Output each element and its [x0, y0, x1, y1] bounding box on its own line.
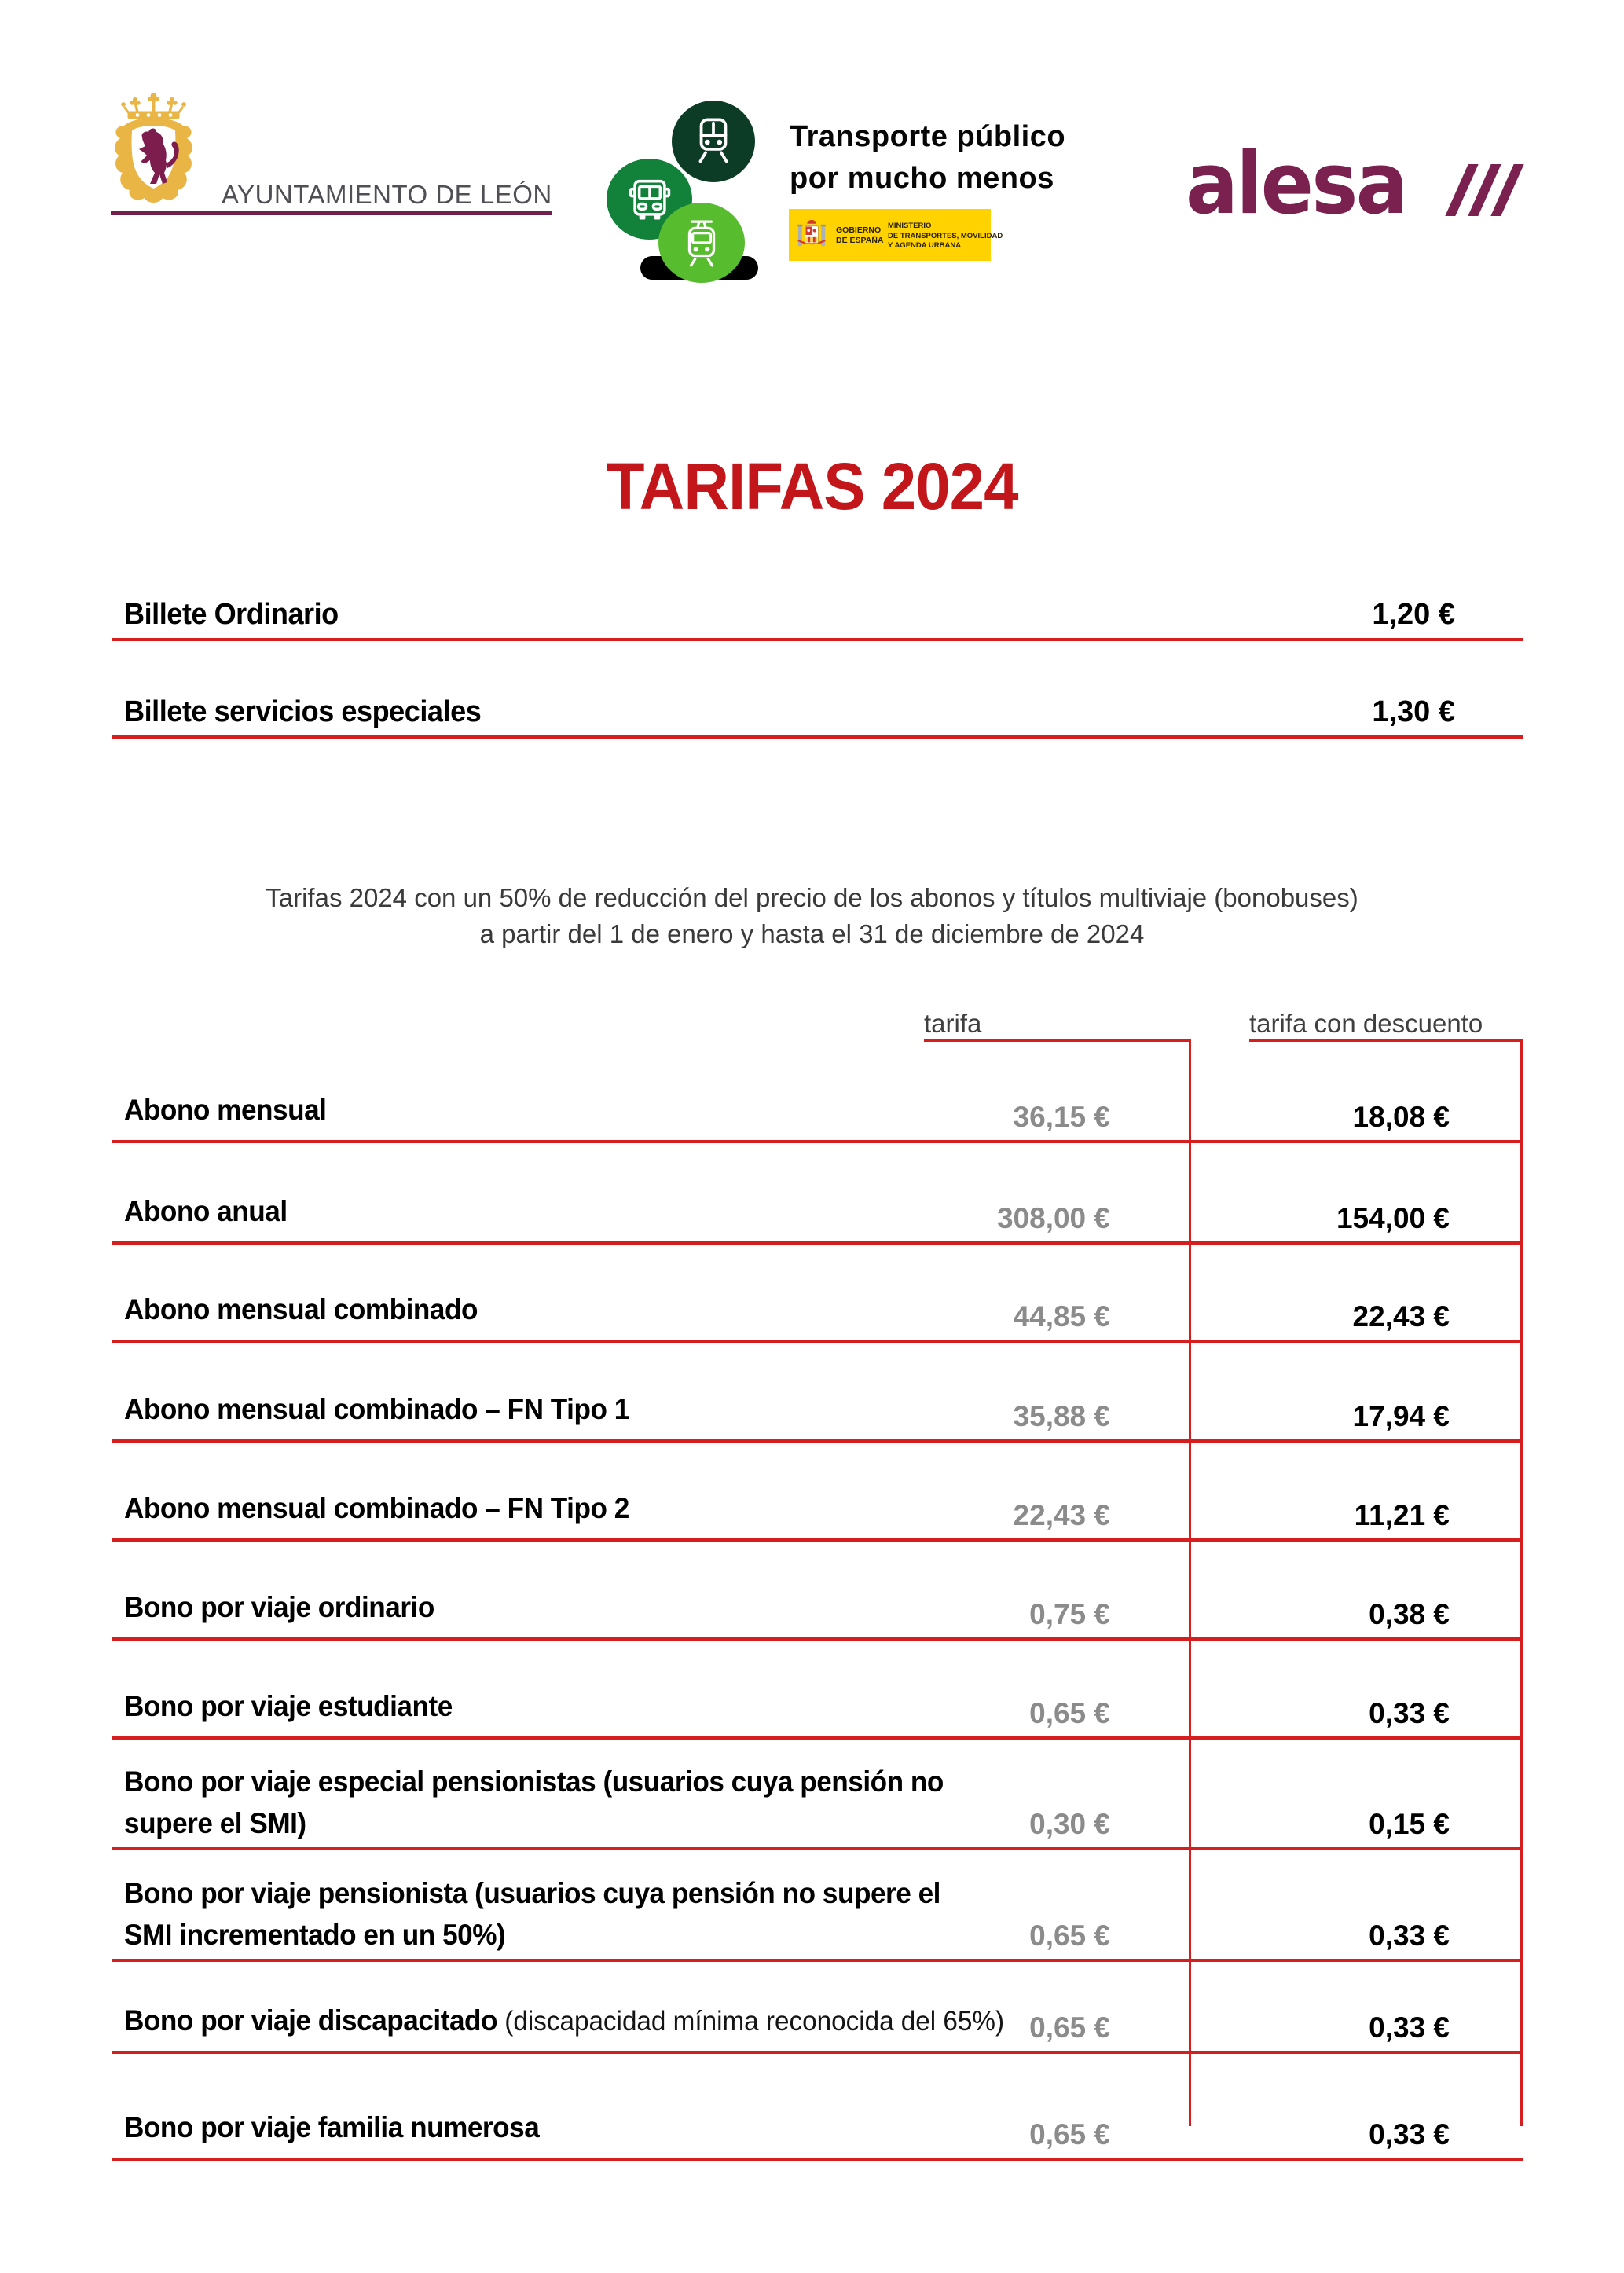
- descuento-value: 0,38 €: [1369, 1598, 1450, 1630]
- fare-label: Abono mensual combinado – FN Tipo 2: [124, 1492, 629, 1524]
- column-header-tarifa: tarifa: [924, 1009, 982, 1038]
- tarifa-value: 22,43 €: [1013, 1499, 1110, 1531]
- gobierno-label: GOBIERNO DE ESPAÑA: [836, 225, 884, 245]
- tarifa-value: 36,15 €: [1013, 1101, 1110, 1133]
- campaign-slogan-line2: por mucho menos: [790, 162, 1054, 195]
- table-row: [112, 1641, 1523, 1740]
- table-rows: [112, 1042, 1523, 2161]
- fare-label: Bono por viaje familia numerosa: [124, 2111, 540, 2143]
- fare-label: Abono mensual combinado – FN Tipo 1: [124, 1393, 629, 1425]
- fare-label: Bono por viaje estudiante: [124, 1690, 453, 1722]
- ministerio-label: MINISTERIO DE TRANSPORTES, MOVILIDAD Y AGENDA URBANA: [888, 222, 1003, 250]
- billete-especiales-row: [112, 680, 1523, 739]
- ayuntamiento-name: AYUNTAMIENTO DE LEÓN: [222, 180, 552, 209]
- campaign-slogan: [790, 116, 1065, 200]
- page-title: TARIFAS 2024: [606, 449, 1018, 523]
- table-row: [112, 1143, 1523, 1245]
- tarifa-value: 0,30 €: [1029, 1808, 1110, 1840]
- fare-label: Abono mensual combinado: [124, 1293, 478, 1325]
- descuento-value: 154,00 €: [1336, 1202, 1450, 1234]
- descuento-value: 0,33 €: [1369, 2118, 1450, 2150]
- table-row: [112, 1443, 1523, 1542]
- descuento-value: 0,33 €: [1369, 1697, 1450, 1729]
- descuento-value: 22,43 €: [1352, 1300, 1450, 1333]
- fare-label: Bono por viaje ordinario: [124, 1591, 434, 1623]
- tarifa-value: 0,65 €: [1029, 1919, 1110, 1952]
- alesa-slashes-icon: [1444, 164, 1512, 216]
- table-row: [112, 1962, 1523, 2054]
- fare-label: Abono mensual: [124, 1094, 327, 1126]
- table-row: [112, 1343, 1523, 1443]
- descuento-value: 17,94 €: [1352, 1400, 1450, 1432]
- fare-label-line2: supere el SMI): [124, 1807, 306, 1839]
- fare-price: 1,20 €: [1372, 598, 1455, 631]
- descuento-value: 0,33 €: [1369, 1919, 1450, 1952]
- fare-label: Abono anual: [124, 1195, 288, 1227]
- tarifa-value: 0,65 €: [1029, 2011, 1110, 2044]
- descuento-value: 18,08 €: [1352, 1101, 1450, 1133]
- descuento-value: 0,15 €: [1369, 1808, 1450, 1840]
- train-icon: [672, 101, 755, 182]
- table-row: [112, 1740, 1523, 1850]
- leon-crest-icon: [111, 91, 196, 207]
- billete-ordinario-row: [112, 583, 1523, 641]
- gobierno-espana-banner: [789, 209, 1003, 261]
- tarifa-value: 35,88 €: [1013, 1400, 1110, 1432]
- spain-coat-of-arms-icon: [797, 217, 827, 257]
- table-row: [112, 1850, 1523, 1962]
- tarifa-value: 0,65 €: [1029, 2118, 1110, 2150]
- table-row: [112, 1245, 1523, 1343]
- discount-note-line1: Tarifas 2024 con un 50% de reducción del precio de los abonos y títulos multiviaje (bonobuses): [266, 883, 1358, 912]
- descuento-value: 0,33 €: [1369, 2011, 1450, 2044]
- descuento-value: 11,21 €: [1354, 1499, 1450, 1531]
- fare-label-line2: SMI incrementado en un 50%): [124, 1919, 506, 1951]
- discount-note: [0, 880, 1624, 952]
- table-row: [112, 2054, 1523, 2161]
- fare-label: Bono por viaje discapacitado: [124, 2004, 498, 2037]
- tarifa-value: 0,65 €: [1029, 1697, 1110, 1729]
- fares-table: [112, 988, 1523, 2150]
- ayuntamiento-underline: [111, 211, 552, 215]
- fare-label-note: (discapacidad mínima reconocida del 65%): [497, 2006, 1005, 2037]
- tram-icon: [658, 203, 745, 283]
- tarifa-value: 0,75 €: [1029, 1598, 1110, 1630]
- tarifa-value: 44,85 €: [1013, 1300, 1110, 1333]
- tarifa-value: 308,00 €: [996, 1202, 1110, 1234]
- fare-label: Bono por viaje especial pensionistas (usuarios cuya pensión no: [124, 1765, 944, 1798]
- fare-label: Billete Ordinario: [124, 598, 339, 631]
- table-row: [112, 1542, 1523, 1641]
- fare-price: 1,30 €: [1372, 695, 1455, 728]
- table-row: [112, 1042, 1523, 1143]
- fare-label: Bono por viaje pensionista (usuarios cuya pensión no supere el: [124, 1877, 940, 1909]
- fare-label: Billete servicios especiales: [124, 695, 482, 728]
- discount-note-line2: a partir del 1 de enero y hasta el 31 de diciembre de 2024: [479, 919, 1145, 948]
- alesa-logo: [1186, 132, 1512, 237]
- campaign-slogan-line1: Transporte público: [790, 120, 1066, 153]
- alesa-wordmark: alesa: [1186, 135, 1406, 233]
- column-header-descuento: tarifa con descuento: [1249, 1009, 1483, 1038]
